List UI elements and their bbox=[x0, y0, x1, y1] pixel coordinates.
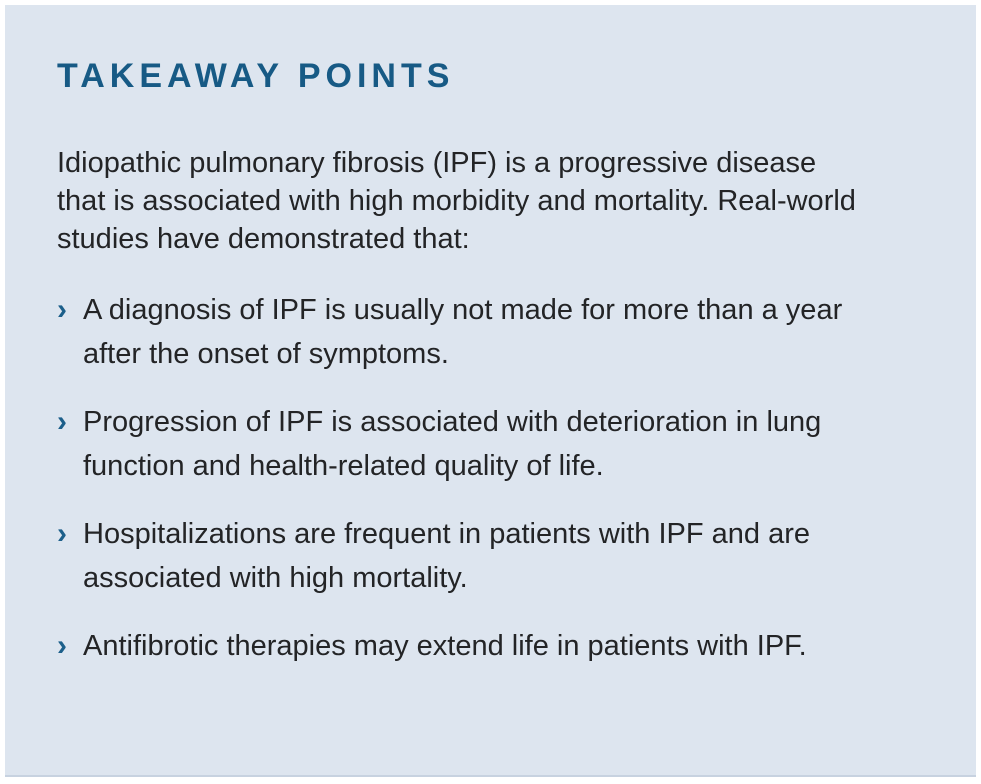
list-item bbox=[57, 400, 887, 488]
bullet-text: Antifibrotic therapies may extend life in patients with IPF. bbox=[83, 630, 807, 662]
list-item bbox=[57, 288, 887, 376]
chevron-bullet-icon: › bbox=[57, 293, 67, 326]
chevron-bullet-icon: › bbox=[57, 517, 67, 550]
bullet-text: Progression of IPF is associated with deterioration in lung function and health-related quality of life. bbox=[83, 406, 822, 482]
bullet-list bbox=[57, 288, 916, 668]
takeaway-points-panel bbox=[5, 5, 976, 777]
panel-title: TAKEAWAY POINTS bbox=[57, 57, 455, 95]
bullet-text: A diagnosis of IPF is usually not made for more than a year after the onset of symptoms. bbox=[83, 294, 843, 370]
chevron-bullet-icon: › bbox=[57, 405, 67, 438]
list-item bbox=[57, 624, 887, 668]
list-item bbox=[57, 512, 887, 600]
bullet-text: Hospitalizations are frequent in patients with IPF and are associated with high mortality. bbox=[83, 518, 811, 594]
chevron-bullet-icon: › bbox=[57, 629, 67, 662]
intro-paragraph: Idiopathic pulmonary fibrosis (IPF) is a progressive disease that is associated with high morbidity and mortality. Real-world studies have demonstrated that: bbox=[57, 147, 856, 255]
